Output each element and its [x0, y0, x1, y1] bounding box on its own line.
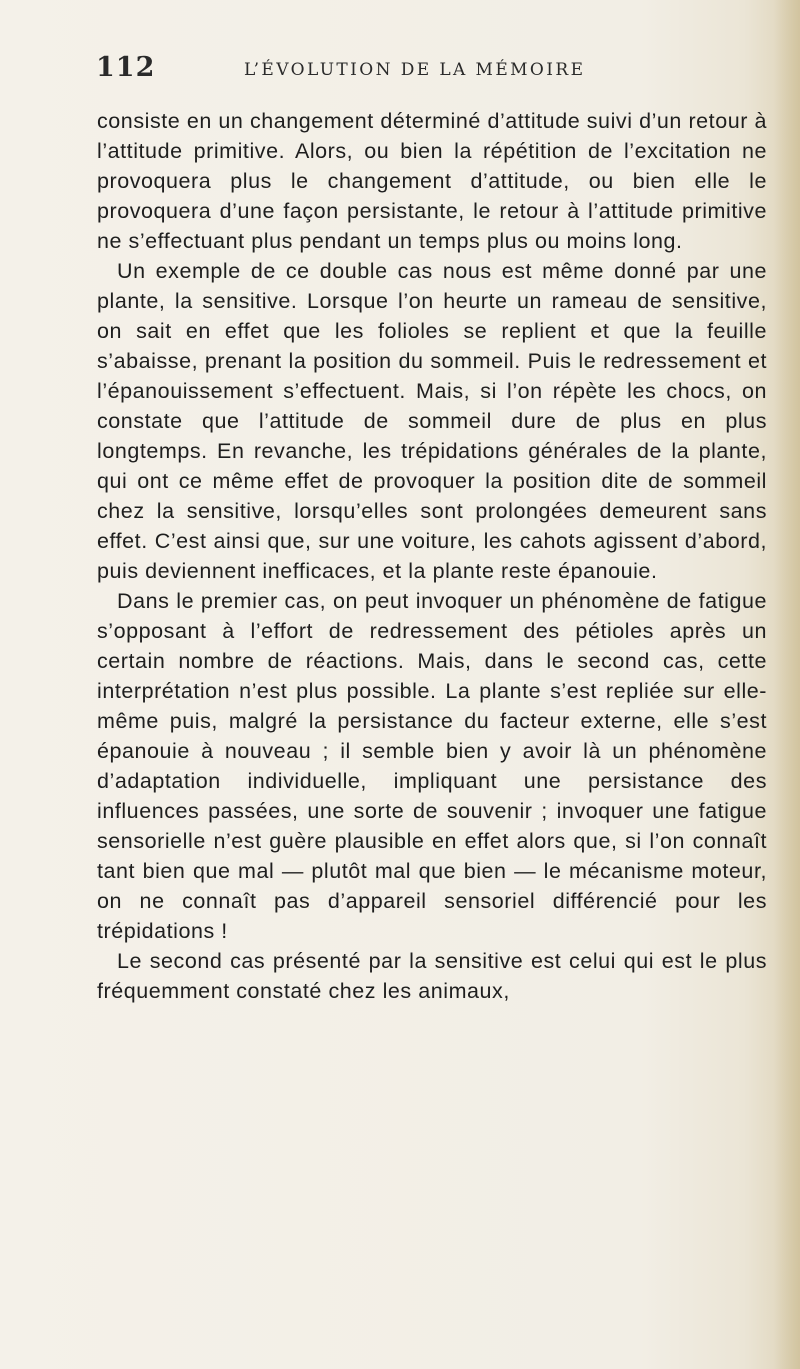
body-text: [97, 106, 767, 1006]
page-number: 112: [96, 52, 156, 83]
page-header: [96, 52, 776, 92]
page-edge-shadow: [774, 0, 800, 1369]
paragraph-interpretation: Dans le premier cas, on peut invoquer un phénomène de fatigue s’opposant à l’effort de redressement des pétioles après un certain nombre de réactions. Mais, dans le second cas, cette interprétation n’est plus possible. La plante s’est repliée sur elle-même puis, malgré la persistance du facteur externe, elle s’est épanouie à nouveau ; il semble bien y avoir là un phénomène d’adaptation individuelle, impliquant une persistance des influences passées, une sorte de souvenir ; invoquer une fatigue sensorielle n’est guère plausible en effet alors que, si l’on connaît tant bien que mal — plutôt mal que bien — le mécanisme moteur, on ne connaît pas d’appareil sensoriel différencié pour les trépidations !: [97, 589, 767, 943]
paragraph-sensitive-example: Un exemple de ce double cas nous est même donné par une plante, la sensitive. Lorsque l’on heurte un rameau de sensitive, on sait en effet que les folioles se replient et que la feuille s’abaisse, prenant la position du sommeil. Puis le redressement et l’épanouissement s’effectuent. Mais, si l’on répète les chocs, on constate que l’attitude de sommeil dure de plus en plus longtemps. En revanche, les trépidations générales de la plante, qui ont ce même effet de provoquer la position dite de sommeil chez la sensitive, lorsqu’elles sont prolongées demeurent sans effet. C’est ainsi que, sur une voiture, les cahots agissent d’abord, puis deviennent inefficaces, et la plante reste épanouie.: [97, 259, 767, 583]
running-title: L’ÉVOLUTION DE LA MÉMOIRE: [244, 60, 586, 80]
paragraph-animals: Le second cas présenté par la sensitive est celui qui est le plus fréquemment constaté chez les animaux,: [97, 949, 767, 1003]
paragraph-continuation: consiste en un changement déterminé d’attitude suivi d’un retour à l’attitude primitive. Alors, ou bien la répétition de l’excitation ne provoquera plus le changement d’attitude, ou bien elle le provoquera d’une façon persistante, le retour à l’attitude primitive ne s’effectuant plus pendant un temps plus ou moins long.: [97, 109, 767, 253]
